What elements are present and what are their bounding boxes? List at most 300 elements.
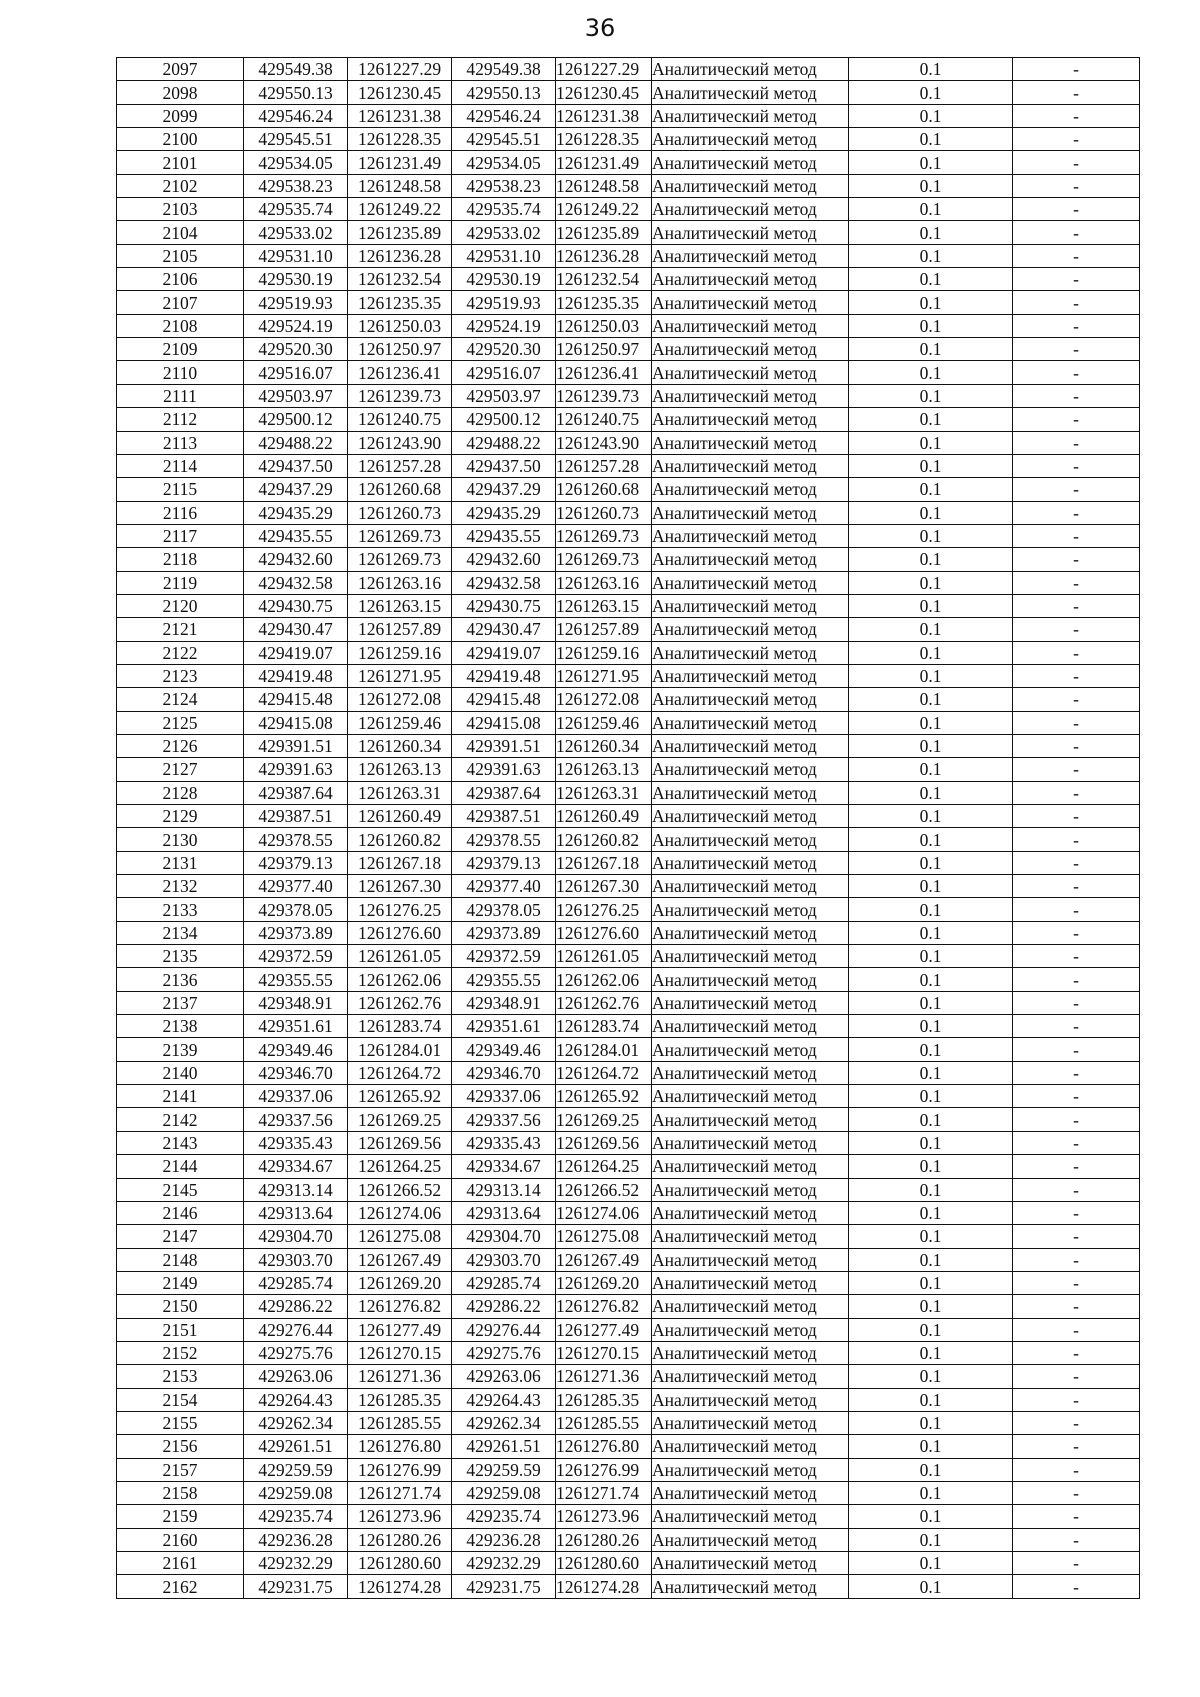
point-number-cell: 2160: [117, 1528, 244, 1551]
x-coordinate-cell: 429348.91: [244, 991, 348, 1014]
method-cell: Аналитический метод: [652, 898, 849, 921]
dash-cell: -: [1013, 314, 1140, 337]
accuracy-cell: 0.1: [849, 1365, 1013, 1388]
x-coordinate-new-cell: 429378.55: [452, 828, 556, 851]
y-coordinate-cell: 1261276.99: [348, 1458, 452, 1481]
dash-cell: -: [1013, 1108, 1140, 1131]
method-cell: Аналитический метод: [652, 594, 849, 617]
x-coordinate-cell: 429349.46: [244, 1038, 348, 1061]
method-cell: Аналитический метод: [652, 1458, 849, 1481]
method-cell: Аналитический метод: [652, 828, 849, 851]
accuracy-cell: 0.1: [849, 1015, 1013, 1038]
x-coordinate-cell: 429263.06: [244, 1365, 348, 1388]
point-number-cell: 2153: [117, 1365, 244, 1388]
method-cell: Аналитический метод: [652, 1178, 849, 1201]
table-row: [117, 1388, 1140, 1411]
y-coordinate-new-cell: 1261243.90: [556, 431, 652, 454]
table-row: [117, 618, 1140, 641]
x-coordinate-new-cell: 429313.14: [452, 1178, 556, 1201]
x-coordinate-new-cell: 429261.51: [452, 1435, 556, 1458]
x-coordinate-cell: 429391.51: [244, 734, 348, 757]
accuracy-cell: 0.1: [849, 921, 1013, 944]
y-coordinate-cell: 1261269.20: [348, 1271, 452, 1294]
table-row: [117, 1201, 1140, 1224]
table-row: [117, 1038, 1140, 1061]
point-number-cell: 2139: [117, 1038, 244, 1061]
y-coordinate-new-cell: 1261267.30: [556, 875, 652, 898]
y-coordinate-cell: 1261260.73: [348, 501, 452, 524]
dash-cell: -: [1013, 968, 1140, 991]
x-coordinate-new-cell: 429285.74: [452, 1271, 556, 1294]
y-coordinate-new-cell: 1261274.06: [556, 1201, 652, 1224]
point-number-cell: 2123: [117, 664, 244, 687]
dash-cell: -: [1013, 1248, 1140, 1271]
y-coordinate-new-cell: 1261231.38: [556, 104, 652, 127]
x-coordinate-cell: 429550.13: [244, 81, 348, 104]
table-row: [117, 1341, 1140, 1364]
y-coordinate-cell: 1261263.31: [348, 781, 452, 804]
point-number-cell: 2143: [117, 1131, 244, 1154]
method-cell: Аналитический метод: [652, 1575, 849, 1598]
y-coordinate-new-cell: 1261276.60: [556, 921, 652, 944]
x-coordinate-new-cell: 429303.70: [452, 1248, 556, 1271]
x-coordinate-cell: 429520.30: [244, 338, 348, 361]
table-row: [117, 1271, 1140, 1294]
x-coordinate-new-cell: 429259.59: [452, 1458, 556, 1481]
x-coordinate-new-cell: 429503.97: [452, 384, 556, 407]
point-number-cell: 2100: [117, 128, 244, 151]
y-coordinate-new-cell: 1261276.80: [556, 1435, 652, 1458]
accuracy-cell: 0.1: [849, 1108, 1013, 1131]
y-coordinate-cell: 1261276.80: [348, 1435, 452, 1458]
y-coordinate-new-cell: 1261260.34: [556, 734, 652, 757]
x-coordinate-cell: 429387.51: [244, 805, 348, 828]
y-coordinate-cell: 1261280.60: [348, 1552, 452, 1575]
y-coordinate-cell: 1261264.25: [348, 1155, 452, 1178]
table-row: [117, 478, 1140, 501]
y-coordinate-new-cell: 1261285.35: [556, 1388, 652, 1411]
x-coordinate-new-cell: 429500.12: [452, 408, 556, 431]
y-coordinate-new-cell: 1261235.89: [556, 221, 652, 244]
x-coordinate-new-cell: 429387.51: [452, 805, 556, 828]
y-coordinate-cell: 1261250.97: [348, 338, 452, 361]
y-coordinate-new-cell: 1261284.01: [556, 1038, 652, 1061]
accuracy-cell: 0.1: [849, 991, 1013, 1014]
method-cell: Аналитический метод: [652, 454, 849, 477]
table-row: [117, 1061, 1140, 1084]
point-number-cell: 2112: [117, 408, 244, 431]
dash-cell: -: [1013, 991, 1140, 1014]
x-coordinate-cell: 429262.34: [244, 1411, 348, 1434]
accuracy-cell: 0.1: [849, 968, 1013, 991]
table-row: [117, 781, 1140, 804]
x-coordinate-new-cell: 429351.61: [452, 1015, 556, 1038]
accuracy-cell: 0.1: [849, 128, 1013, 151]
point-number-cell: 2135: [117, 945, 244, 968]
x-coordinate-new-cell: 429334.67: [452, 1155, 556, 1178]
x-coordinate-cell: 429313.64: [244, 1201, 348, 1224]
dash-cell: -: [1013, 1481, 1140, 1504]
x-coordinate-cell: 429232.29: [244, 1552, 348, 1575]
x-coordinate-new-cell: 429430.47: [452, 618, 556, 641]
accuracy-cell: 0.1: [849, 1575, 1013, 1598]
accuracy-cell: 0.1: [849, 361, 1013, 384]
y-coordinate-cell: 1261260.49: [348, 805, 452, 828]
y-coordinate-cell: 1261262.06: [348, 968, 452, 991]
x-coordinate-cell: 429286.22: [244, 1295, 348, 1318]
method-cell: Аналитический метод: [652, 1108, 849, 1131]
y-coordinate-cell: 1261285.55: [348, 1411, 452, 1434]
x-coordinate-cell: 429231.75: [244, 1575, 348, 1598]
dash-cell: -: [1013, 781, 1140, 804]
table-row: [117, 1575, 1140, 1598]
accuracy-cell: 0.1: [849, 244, 1013, 267]
x-coordinate-new-cell: 429232.29: [452, 1552, 556, 1575]
table-body: [117, 58, 1140, 1599]
y-coordinate-cell: 1261269.73: [348, 524, 452, 547]
point-number-cell: 2154: [117, 1388, 244, 1411]
point-number-cell: 2140: [117, 1061, 244, 1084]
method-cell: Аналитический метод: [652, 664, 849, 687]
y-coordinate-new-cell: 1261248.58: [556, 174, 652, 197]
x-coordinate-cell: 429335.43: [244, 1131, 348, 1154]
x-coordinate-cell: 429534.05: [244, 151, 348, 174]
y-coordinate-new-cell: 1261259.16: [556, 641, 652, 664]
x-coordinate-new-cell: 429355.55: [452, 968, 556, 991]
y-coordinate-new-cell: 1261280.26: [556, 1528, 652, 1551]
x-coordinate-cell: 429430.75: [244, 594, 348, 617]
dash-cell: -: [1013, 408, 1140, 431]
x-coordinate-new-cell: 429533.02: [452, 221, 556, 244]
method-cell: Аналитический метод: [652, 921, 849, 944]
point-number-cell: 2113: [117, 431, 244, 454]
y-coordinate-new-cell: 1261285.55: [556, 1411, 652, 1434]
accuracy-cell: 0.1: [849, 664, 1013, 687]
table-row: [117, 688, 1140, 711]
table-row: [117, 174, 1140, 197]
table-row: [117, 1248, 1140, 1271]
accuracy-cell: 0.1: [849, 851, 1013, 874]
accuracy-cell: 0.1: [849, 1155, 1013, 1178]
method-cell: Аналитический метод: [652, 128, 849, 151]
y-coordinate-new-cell: 1261273.96: [556, 1505, 652, 1528]
y-coordinate-cell: 1261275.08: [348, 1225, 452, 1248]
point-number-cell: 2146: [117, 1201, 244, 1224]
accuracy-cell: 0.1: [849, 1388, 1013, 1411]
dash-cell: -: [1013, 1271, 1140, 1294]
table-row: [117, 1481, 1140, 1504]
dash-cell: -: [1013, 641, 1140, 664]
table-row: [117, 828, 1140, 851]
table-row: [117, 1178, 1140, 1201]
x-coordinate-new-cell: 429534.05: [452, 151, 556, 174]
y-coordinate-cell: 1261267.30: [348, 875, 452, 898]
page-number: 36: [584, 14, 616, 42]
x-coordinate-new-cell: 429231.75: [452, 1575, 556, 1598]
point-number-cell: 2133: [117, 898, 244, 921]
accuracy-cell: 0.1: [849, 688, 1013, 711]
y-coordinate-cell: 1261264.72: [348, 1061, 452, 1084]
dash-cell: -: [1013, 454, 1140, 477]
dash-cell: -: [1013, 875, 1140, 898]
x-coordinate-cell: 429430.47: [244, 618, 348, 641]
accuracy-cell: 0.1: [849, 1341, 1013, 1364]
y-coordinate-cell: 1261231.49: [348, 151, 452, 174]
y-coordinate-cell: 1261273.96: [348, 1505, 452, 1528]
method-cell: Аналитический метод: [652, 361, 849, 384]
method-cell: Аналитический метод: [652, 408, 849, 431]
method-cell: Аналитический метод: [652, 244, 849, 267]
x-coordinate-new-cell: 429262.34: [452, 1411, 556, 1434]
x-coordinate-cell: 429545.51: [244, 128, 348, 151]
y-coordinate-cell: 1261265.92: [348, 1085, 452, 1108]
method-cell: Аналитический метод: [652, 1341, 849, 1364]
dash-cell: -: [1013, 1015, 1140, 1038]
x-coordinate-cell: 429261.51: [244, 1435, 348, 1458]
table-row: [117, 1411, 1140, 1434]
table-row: [117, 1155, 1140, 1178]
accuracy-cell: 0.1: [849, 174, 1013, 197]
x-coordinate-new-cell: 429549.38: [452, 58, 556, 81]
table-row: [117, 198, 1140, 221]
accuracy-cell: 0.1: [849, 338, 1013, 361]
y-coordinate-cell: 1261283.74: [348, 1015, 452, 1038]
y-coordinate-cell: 1261257.89: [348, 618, 452, 641]
y-coordinate-new-cell: 1261269.73: [556, 524, 652, 547]
y-coordinate-new-cell: 1261271.36: [556, 1365, 652, 1388]
accuracy-cell: 0.1: [849, 781, 1013, 804]
table-row: [117, 338, 1140, 361]
x-coordinate-cell: 429488.22: [244, 431, 348, 454]
point-number-cell: 2099: [117, 104, 244, 127]
x-coordinate-cell: 429387.64: [244, 781, 348, 804]
x-coordinate-cell: 429419.07: [244, 641, 348, 664]
y-coordinate-new-cell: 1261259.46: [556, 711, 652, 734]
table-row: [117, 1435, 1140, 1458]
table-row: [117, 244, 1140, 267]
x-coordinate-cell: 429435.55: [244, 524, 348, 547]
accuracy-cell: 0.1: [849, 1178, 1013, 1201]
x-coordinate-new-cell: 429550.13: [452, 81, 556, 104]
table-row: [117, 1225, 1140, 1248]
y-coordinate-new-cell: 1261276.82: [556, 1295, 652, 1318]
point-number-cell: 2121: [117, 618, 244, 641]
accuracy-cell: 0.1: [849, 501, 1013, 524]
method-cell: Аналитический метод: [652, 431, 849, 454]
x-coordinate-cell: 429377.40: [244, 875, 348, 898]
accuracy-cell: 0.1: [849, 104, 1013, 127]
dash-cell: -: [1013, 1178, 1140, 1201]
table-row: [117, 454, 1140, 477]
x-coordinate-cell: 429531.10: [244, 244, 348, 267]
dash-cell: -: [1013, 1388, 1140, 1411]
x-coordinate-new-cell: 429378.05: [452, 898, 556, 921]
method-cell: Аналитический метод: [652, 1201, 849, 1224]
y-coordinate-new-cell: 1261264.25: [556, 1155, 652, 1178]
accuracy-cell: 0.1: [849, 571, 1013, 594]
dash-cell: -: [1013, 898, 1140, 921]
point-number-cell: 2101: [117, 151, 244, 174]
method-cell: Аналитический метод: [652, 291, 849, 314]
accuracy-cell: 0.1: [849, 454, 1013, 477]
dash-cell: -: [1013, 1225, 1140, 1248]
y-coordinate-cell: 1261239.73: [348, 384, 452, 407]
y-coordinate-cell: 1261263.15: [348, 594, 452, 617]
y-coordinate-new-cell: 1261280.60: [556, 1552, 652, 1575]
y-coordinate-new-cell: 1261267.18: [556, 851, 652, 874]
method-cell: Аналитический метод: [652, 618, 849, 641]
method-cell: Аналитический метод: [652, 1481, 849, 1504]
accuracy-cell: 0.1: [849, 81, 1013, 104]
dash-cell: -: [1013, 338, 1140, 361]
point-number-cell: 2149: [117, 1271, 244, 1294]
accuracy-cell: 0.1: [849, 548, 1013, 571]
method-cell: Аналитический метод: [652, 1038, 849, 1061]
method-cell: Аналитический метод: [652, 1435, 849, 1458]
accuracy-cell: 0.1: [849, 408, 1013, 431]
dash-cell: -: [1013, 1295, 1140, 1318]
point-number-cell: 2117: [117, 524, 244, 547]
point-number-cell: 2134: [117, 921, 244, 944]
dash-cell: -: [1013, 688, 1140, 711]
table-row: [117, 221, 1140, 244]
dash-cell: -: [1013, 1085, 1140, 1108]
point-number-cell: 2155: [117, 1411, 244, 1434]
accuracy-cell: 0.1: [849, 314, 1013, 337]
accuracy-cell: 0.1: [849, 221, 1013, 244]
point-number-cell: 2129: [117, 805, 244, 828]
dash-cell: -: [1013, 1131, 1140, 1154]
dash-cell: -: [1013, 1575, 1140, 1598]
y-coordinate-new-cell: 1261272.08: [556, 688, 652, 711]
method-cell: Аналитический метод: [652, 198, 849, 221]
point-number-cell: 2105: [117, 244, 244, 267]
y-coordinate-cell: 1261227.29: [348, 58, 452, 81]
dash-cell: -: [1013, 268, 1140, 291]
accuracy-cell: 0.1: [849, 1552, 1013, 1575]
dash-cell: -: [1013, 1435, 1140, 1458]
dash-cell: -: [1013, 1552, 1140, 1575]
dash-cell: -: [1013, 945, 1140, 968]
y-coordinate-new-cell: 1261257.28: [556, 454, 652, 477]
y-coordinate-new-cell: 1261228.35: [556, 128, 652, 151]
x-coordinate-cell: 429419.48: [244, 664, 348, 687]
y-coordinate-new-cell: 1261257.89: [556, 618, 652, 641]
accuracy-cell: 0.1: [849, 268, 1013, 291]
accuracy-cell: 0.1: [849, 618, 1013, 641]
y-coordinate-new-cell: 1261283.74: [556, 1015, 652, 1038]
y-coordinate-new-cell: 1261275.08: [556, 1225, 652, 1248]
point-number-cell: 2150: [117, 1295, 244, 1318]
y-coordinate-new-cell: 1261277.49: [556, 1318, 652, 1341]
point-number-cell: 2111: [117, 384, 244, 407]
table-row: [117, 664, 1140, 687]
point-number-cell: 2108: [117, 314, 244, 337]
y-coordinate-new-cell: 1261250.03: [556, 314, 652, 337]
point-number-cell: 2148: [117, 1248, 244, 1271]
x-coordinate-cell: 429519.93: [244, 291, 348, 314]
dash-cell: -: [1013, 151, 1140, 174]
y-coordinate-cell: 1261259.16: [348, 641, 452, 664]
method-cell: Аналитический метод: [652, 1318, 849, 1341]
x-coordinate-new-cell: 429531.10: [452, 244, 556, 267]
x-coordinate-new-cell: 429435.55: [452, 524, 556, 547]
point-number-cell: 2156: [117, 1435, 244, 1458]
y-coordinate-cell: 1261240.75: [348, 408, 452, 431]
point-number-cell: 2137: [117, 991, 244, 1014]
accuracy-cell: 0.1: [849, 898, 1013, 921]
accuracy-cell: 0.1: [849, 1131, 1013, 1154]
dash-cell: -: [1013, 1458, 1140, 1481]
accuracy-cell: 0.1: [849, 1038, 1013, 1061]
x-coordinate-new-cell: 429387.64: [452, 781, 556, 804]
y-coordinate-cell: 1261271.74: [348, 1481, 452, 1504]
x-coordinate-new-cell: 429488.22: [452, 431, 556, 454]
y-coordinate-cell: 1261270.15: [348, 1341, 452, 1364]
y-coordinate-cell: 1261262.76: [348, 991, 452, 1014]
method-cell: Аналитический метод: [652, 1295, 849, 1318]
method-cell: Аналитический метод: [652, 1085, 849, 1108]
point-number-cell: 2102: [117, 174, 244, 197]
y-coordinate-cell: 1261274.06: [348, 1201, 452, 1224]
x-coordinate-new-cell: 429516.07: [452, 361, 556, 384]
method-cell: Аналитический метод: [652, 711, 849, 734]
point-number-cell: 2141: [117, 1085, 244, 1108]
dash-cell: -: [1013, 384, 1140, 407]
y-coordinate-cell: 1261248.58: [348, 174, 452, 197]
table-row: [117, 641, 1140, 664]
x-coordinate-cell: 429432.58: [244, 571, 348, 594]
table-row: [117, 875, 1140, 898]
y-coordinate-new-cell: 1261262.76: [556, 991, 652, 1014]
dash-cell: -: [1013, 1341, 1140, 1364]
y-coordinate-new-cell: 1261269.56: [556, 1131, 652, 1154]
accuracy-cell: 0.1: [849, 478, 1013, 501]
method-cell: Аналитический метод: [652, 758, 849, 781]
y-coordinate-new-cell: 1261236.28: [556, 244, 652, 267]
y-coordinate-new-cell: 1261239.73: [556, 384, 652, 407]
accuracy-cell: 0.1: [849, 711, 1013, 734]
point-number-cell: 2124: [117, 688, 244, 711]
dash-cell: -: [1013, 664, 1140, 687]
x-coordinate-cell: 429337.56: [244, 1108, 348, 1131]
point-number-cell: 2145: [117, 1178, 244, 1201]
point-number-cell: 2125: [117, 711, 244, 734]
x-coordinate-new-cell: 429391.63: [452, 758, 556, 781]
table-row: [117, 1295, 1140, 1318]
y-coordinate-new-cell: 1261263.13: [556, 758, 652, 781]
point-number-cell: 2131: [117, 851, 244, 874]
x-coordinate-new-cell: 429264.43: [452, 1388, 556, 1411]
x-coordinate-cell: 429546.24: [244, 104, 348, 127]
table-row: [117, 128, 1140, 151]
dash-cell: -: [1013, 758, 1140, 781]
method-cell: Аналитический метод: [652, 524, 849, 547]
x-coordinate-new-cell: 429337.06: [452, 1085, 556, 1108]
dash-cell: -: [1013, 221, 1140, 244]
y-coordinate-cell: 1261261.05: [348, 945, 452, 968]
y-coordinate-cell: 1261235.89: [348, 221, 452, 244]
point-number-cell: 2159: [117, 1505, 244, 1528]
method-cell: Аналитический метод: [652, 1225, 849, 1248]
x-coordinate-new-cell: 429415.08: [452, 711, 556, 734]
method-cell: Аналитический метод: [652, 688, 849, 711]
y-coordinate-new-cell: 1261263.15: [556, 594, 652, 617]
x-coordinate-cell: 429264.43: [244, 1388, 348, 1411]
x-coordinate-new-cell: 429276.44: [452, 1318, 556, 1341]
dash-cell: -: [1013, 1365, 1140, 1388]
y-coordinate-new-cell: 1261262.06: [556, 968, 652, 991]
